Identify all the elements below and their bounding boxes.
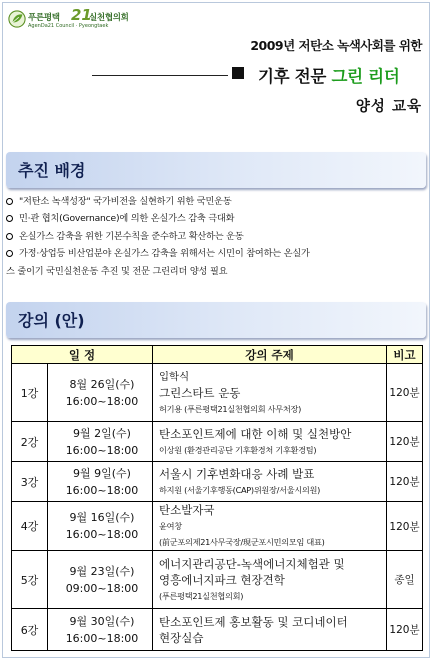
- lecture-topic: 현장실습: [159, 630, 204, 645]
- table-row: [12, 502, 423, 551]
- lecture-date: 9월 2일(수): [73, 426, 131, 440]
- title-rule: [92, 75, 228, 76]
- lecture-topic-cell: [153, 609, 387, 651]
- logo-text-korean-2: 실천협의회: [89, 13, 129, 23]
- bullet-item: [6, 263, 426, 280]
- bullet-item: [6, 228, 426, 245]
- lecture-hours: 16:00~18:00: [65, 394, 139, 408]
- table-row: [12, 364, 423, 422]
- bullet-item: [6, 193, 426, 210]
- organization-logo: [8, 6, 129, 34]
- lecture-topic: 입학식: [159, 370, 190, 383]
- lecturer-info: 허기용 (푸른평택21실천협의회 사무처장): [159, 403, 301, 414]
- lecture-date-cell: [48, 364, 153, 422]
- lecture-number: 6강: [12, 609, 48, 651]
- bullet-item: [6, 245, 426, 262]
- lecture-duration: 120분: [387, 364, 423, 422]
- circle-bullet-icon: [6, 198, 13, 205]
- lecture-date: 9월 9일(수): [73, 466, 131, 480]
- lecturer-info: (푸른평택21실천협의회): [159, 590, 244, 601]
- lecture-number: 3강: [12, 462, 48, 502]
- lecturer-info: 이상원 (환경관리공단 기후환경처 기후환경팀): [159, 444, 317, 455]
- lecture-duration: 종일: [387, 551, 423, 609]
- lecture-number: 2강: [12, 422, 48, 462]
- column-header-date: 일 정: [12, 346, 153, 364]
- lecture-topic-cell: [153, 502, 387, 551]
- lecture-date: 9월 23일(수): [69, 564, 135, 578]
- bullet-text: 스 줄이기 국민실천운동 추진 및 전문 그린리더 양성 필요: [6, 265, 228, 277]
- circle-bullet-icon: [6, 250, 13, 257]
- title-green-leader: 그린 리더: [331, 67, 400, 86]
- bullet-text: "저탄소 녹색성장" 국가비전을 실현하기 위한 국민운동: [19, 196, 232, 207]
- title-part1: 기후 전문: [258, 67, 332, 86]
- lecture-date: 8월 26일(수): [69, 377, 135, 391]
- leaf-logo-icon: [8, 10, 26, 28]
- lecture-hours: 16:00~18:00: [65, 443, 139, 457]
- logo-text-english: AgenDa21 Council · Pyeongtaek: [28, 23, 109, 29]
- section-header-lectures: [6, 302, 426, 338]
- lecture-date-cell: [48, 462, 153, 502]
- lecture-topic: 그린스타트 운동: [159, 385, 241, 400]
- lecture-topic-cell: [153, 551, 387, 609]
- lecture-topic-cell: [153, 364, 387, 422]
- section-title: 강의 (안): [18, 311, 85, 330]
- lecture-topic: 서울시 기후변화대응 사례 발표: [159, 466, 315, 481]
- lecture-date-cell: [48, 502, 153, 551]
- lecture-duration: 120분: [387, 462, 423, 502]
- table-row: [12, 551, 423, 609]
- bullet-text: 가정·상업등 비산업분야 온실가스 감축을 위해서는 시민이 참여하는 온실가: [19, 248, 310, 260]
- lecture-duration: 120분: [387, 609, 423, 651]
- lecture-date-cell: [48, 422, 153, 462]
- lecture-hours: 16:00~18:00: [65, 528, 139, 541]
- lecture-topic: 탄소발자국: [159, 503, 215, 517]
- section-title: 추진 배경: [18, 161, 86, 180]
- lecturer-info: (前군포의제21사무국장/現군포시민의모임 대표): [159, 537, 325, 547]
- lecture-number: 4강: [12, 502, 48, 551]
- bullet-text: 민·관 협치(Governance)에 의한 온실가스 감축 극대화: [19, 213, 235, 225]
- lecture-hours: 16:00~18:00: [65, 631, 139, 645]
- lecture-topic: 탄소포인트제 홍보활동 및 코디네이터: [159, 614, 348, 629]
- circle-bullet-icon: [6, 233, 13, 240]
- bullet-item: [6, 210, 426, 227]
- table-header-row: [12, 346, 423, 364]
- document-title: [258, 63, 399, 87]
- lecture-date: 9월 30일(수): [69, 614, 135, 628]
- lecture-topic: 탄소포인트제에 대한 이해 및 실천방안: [159, 426, 352, 441]
- bullet-text: 온실가스 감축을 위한 기본수칙을 준수하고 확산하는 운동: [19, 230, 244, 242]
- lecture-date: 9월 16일(수): [69, 511, 135, 524]
- lecture-date-cell: [48, 609, 153, 651]
- lecture-topic: 영흥에너지파크 현장견학: [159, 572, 285, 587]
- document-title-line2: 양성 교육: [355, 99, 422, 115]
- lecture-hours: 09:00~18:00: [65, 581, 139, 595]
- column-header-note: 비고: [387, 346, 423, 364]
- circle-bullet-icon: [6, 215, 13, 222]
- logo-text-korean: 푸른평택: [28, 13, 60, 23]
- lecture-duration: 120분: [387, 422, 423, 462]
- lecturer-info: 하지원 (서울기후행동(CAP)위원장/서울시의원): [159, 484, 321, 495]
- lecturer-info: 윤여창: [159, 521, 182, 531]
- lecture-duration: 120분: [387, 502, 423, 551]
- lecture-number: 5강: [12, 551, 48, 609]
- lecture-number: 1강: [12, 364, 48, 422]
- lecture-hours: 16:00~18:00: [65, 483, 139, 497]
- title-square-icon: [232, 67, 244, 79]
- document-subtitle: 2009년 저탄소 녹색사회를 위한: [250, 38, 422, 53]
- lecture-topic: 에너지관리공단-녹색에너지체험관 및: [159, 556, 345, 571]
- lecture-topic-cell: [153, 422, 387, 462]
- column-header-topic: 강의 주제: [153, 346, 387, 364]
- lecture-schedule-table: [11, 345, 423, 651]
- lecture-date-cell: [48, 551, 153, 609]
- section-header-background: [6, 152, 426, 188]
- table-row: [12, 422, 423, 462]
- logo-text-number: 21: [71, 6, 92, 24]
- table-row: [12, 609, 423, 651]
- background-bullet-list: [6, 193, 426, 280]
- table-row: [12, 462, 423, 502]
- lecture-topic-cell: [153, 462, 387, 502]
